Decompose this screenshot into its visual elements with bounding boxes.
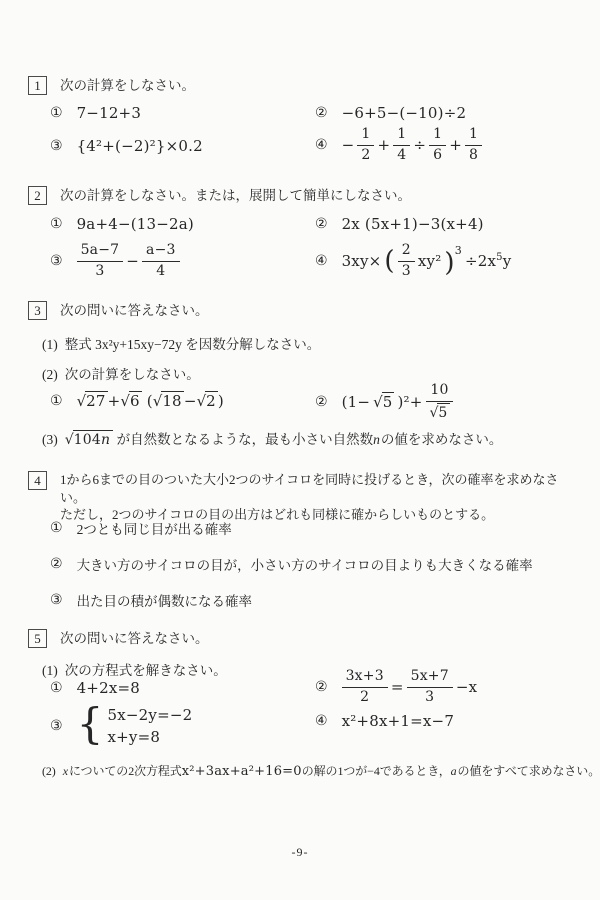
- expression-middle: )²+: [397, 393, 423, 411]
- fraction-denominator: 6: [433, 146, 443, 163]
- radicand: 27: [86, 392, 106, 410]
- problem-4-header: [28, 471, 578, 524]
- minus-sign: −: [126, 252, 140, 270]
- square-root: [153, 392, 184, 410]
- minus-sign: −: [183, 392, 197, 410]
- square-root: [77, 392, 108, 410]
- suffix-text: y: [502, 252, 512, 270]
- open-paren: (: [146, 392, 153, 410]
- divide-sign: ÷: [413, 136, 427, 154]
- p5-question-2: [42, 762, 600, 779]
- problem-5-title: 次の問いに答えなさい。: [60, 631, 209, 646]
- problem-3-number-box: 3: [28, 301, 47, 320]
- square-root: [65, 432, 113, 448]
- fraction-numerator: 1: [393, 126, 410, 146]
- math-expression: −6+5−(−10)÷2: [341, 104, 467, 122]
- equals-sign: =: [390, 678, 404, 696]
- math-expression: 3xy× ( $\frac{2}{3}$ xy² )$^3$ $\div 2x^5y$: [341, 242, 512, 279]
- math-expression: 4+2x=8: [76, 679, 140, 697]
- radical-sign: √: [429, 404, 439, 421]
- circled-number-badge: ②: [50, 556, 63, 572]
- p3-question-2: [42, 363, 200, 383]
- radical-sign: √: [196, 392, 207, 410]
- minus-sign: −: [341, 136, 355, 154]
- circled-number-badge: ②: [315, 679, 328, 695]
- fraction-numerator: 10: [426, 382, 452, 402]
- question-text-part: が自然数となるような，最も小さい自然数: [113, 432, 374, 447]
- math-expression: x²+8x+1=x−7: [341, 712, 455, 730]
- variable-x: x: [62, 764, 68, 778]
- item-text: 出た目の積が偶数になる確率: [76, 594, 253, 609]
- circled-number-badge: ②: [315, 105, 328, 121]
- question-text-part: の値をすべて求めなさい。: [457, 764, 600, 778]
- suffix-text: ÷2x: [464, 252, 497, 270]
- radicand: 2: [206, 392, 216, 410]
- circled-number-badge: ②: [315, 216, 328, 232]
- circled-number-badge: ①: [50, 520, 63, 536]
- problem-2-title: 次の計算をしなさい。または，展開して簡単にしなさい。: [60, 188, 411, 203]
- circled-number-badge: ④: [315, 713, 328, 729]
- equation-2: x+y=8: [107, 728, 161, 746]
- fraction-numerator: 2: [398, 242, 415, 262]
- fraction-numerator: 3x+3: [342, 668, 388, 688]
- fraction-denominator: 3: [425, 688, 435, 705]
- question-label: (1): [42, 663, 58, 678]
- p5-item-3: [50, 699, 193, 749]
- math-expression: [77, 391, 224, 410]
- circled-number-badge: ①: [50, 392, 63, 409]
- p4-item-2: [50, 554, 533, 574]
- fraction: [426, 382, 454, 422]
- fraction-numerator: 5a−7: [77, 242, 124, 262]
- math-expression: [342, 668, 478, 706]
- fraction: [393, 126, 410, 164]
- page-number: -9-: [291, 845, 309, 859]
- radical-sign: √: [64, 432, 74, 448]
- circled-number-badge: ④: [315, 137, 328, 153]
- problem-4-statement: [60, 471, 578, 524]
- problem-2-header: [28, 186, 411, 205]
- radical-sign: √: [152, 392, 163, 410]
- question-text-part: の解の1つが−4であるとき，: [301, 764, 451, 778]
- p3-q2-item-1: [50, 391, 224, 410]
- problem-4-number-box: 4: [28, 471, 47, 490]
- fraction-numerator: 1: [465, 126, 482, 146]
- radicand: [73, 430, 114, 448]
- math-expression: [77, 242, 180, 280]
- radicand: 6: [129, 392, 140, 410]
- p1-item-2: [315, 104, 466, 122]
- math-expression: 9a+4−(13−2a): [76, 215, 194, 233]
- square-root: [430, 405, 450, 421]
- circled-number-badge: ③: [50, 718, 63, 734]
- math-expression: {4²+(−2)²}×0.2: [76, 137, 203, 155]
- inline-formula: x²+3ax+a²+16=0: [181, 764, 302, 779]
- problem-3-title: 次の問いに答えなさい。: [60, 303, 209, 318]
- fraction-numerator: 1: [357, 126, 374, 146]
- p1-item-3: [50, 137, 203, 155]
- problem-5-header: [28, 629, 209, 648]
- question-text-part: の値を求めなさい。: [380, 432, 503, 447]
- close-paren: ): [217, 392, 224, 410]
- radicand: 5: [438, 404, 448, 421]
- p2-item-1: [50, 215, 194, 233]
- circled-number-badge: ②: [315, 394, 328, 410]
- question-text: 次の方程式を解きなさい。: [64, 663, 227, 678]
- question-text: 次の計算をしなさい。: [64, 367, 200, 382]
- question-label: (2): [42, 367, 58, 382]
- radical-sign: √: [120, 392, 130, 410]
- problem-5-number-box: 5: [28, 629, 47, 648]
- problem-1-header: [28, 76, 195, 95]
- close-paren-group: [444, 244, 462, 278]
- radicand-variable: n: [101, 432, 111, 448]
- expression-suffix: [465, 252, 511, 270]
- question-text: [63, 762, 600, 779]
- p2-item-3: [50, 242, 180, 280]
- radicand: 18: [162, 392, 182, 410]
- variable-a: a: [450, 764, 457, 778]
- p5-item-2: [315, 668, 477, 706]
- p1-item-4: [315, 126, 482, 164]
- fraction: [407, 668, 453, 706]
- radicand: 5: [382, 393, 393, 412]
- p5-item-1: [50, 679, 140, 697]
- fraction-denominator: 4: [156, 262, 166, 279]
- fraction-denominator: 2: [361, 146, 371, 163]
- p4-item-1: [50, 518, 232, 538]
- system-brace: {: [76, 699, 104, 749]
- p2-item-2: [315, 215, 484, 233]
- variable-n: n: [373, 432, 380, 447]
- fraction-denominator: 4: [397, 146, 407, 163]
- p3-q2-item-2: [315, 382, 454, 422]
- p3-question-3: [42, 428, 502, 448]
- radicand-number: 104: [73, 432, 101, 448]
- system-equations: [107, 706, 192, 746]
- circled-number-badge: ①: [50, 216, 63, 232]
- question-text-part: についての2次方程式: [68, 764, 182, 778]
- fraction-denominator: [426, 402, 454, 423]
- exponent: 5: [496, 252, 503, 263]
- expression-prefix: (1−: [341, 393, 371, 411]
- expression-prefix: 3xy×: [341, 252, 382, 270]
- fraction: [429, 126, 446, 164]
- plus-sign: +: [449, 136, 463, 154]
- p5-item-4: [315, 712, 454, 730]
- circled-number-badge: ③: [50, 138, 63, 154]
- p1-item-1: [50, 104, 141, 122]
- circled-number-badge: ③: [50, 592, 63, 608]
- problem-1-title: 次の計算をしなさい。: [60, 78, 195, 93]
- fraction-numerator: 5x+7: [407, 668, 453, 688]
- circled-number-badge: ①: [50, 680, 63, 696]
- math-expression: [342, 126, 483, 164]
- fraction-denominator: 3: [95, 262, 105, 279]
- square-root: [120, 392, 141, 410]
- math-expression: 2x (5x+1)−3(x+4): [341, 215, 484, 233]
- radical-sign: √: [76, 392, 87, 410]
- problem-3-header: [28, 301, 209, 320]
- problem-1-number-box: 1: [28, 76, 47, 95]
- plus-sign: +: [377, 136, 391, 154]
- question-label: (1): [42, 337, 58, 352]
- fraction-numerator: a−3: [142, 242, 180, 262]
- fraction-denominator: 3: [401, 262, 411, 279]
- statement-line-2: ただし，2つのサイコロの目の出方はどれも同様に確からしいものとする。: [60, 507, 495, 522]
- inner-term: xy²: [417, 252, 442, 270]
- fraction-denominator: 8: [469, 146, 479, 163]
- question-text: 整式 3x²y+15xy−72y を因数分解しなさい。: [64, 337, 321, 352]
- statement-line-1: 1から6までの目のついた大小2つのサイコロを同時に投げるとき，次の確率を求めなさい。: [60, 472, 559, 505]
- circled-number-badge: ①: [50, 105, 63, 121]
- math-expression: 7−12+3: [76, 104, 142, 122]
- exponent: 3: [454, 244, 462, 257]
- p3-question-1: [42, 333, 320, 353]
- fraction: [142, 242, 180, 280]
- question-label: (3): [42, 432, 58, 447]
- fraction: [77, 242, 124, 280]
- plus-sign: +: [107, 392, 121, 410]
- square-root: [373, 392, 394, 411]
- close-paren: ): [444, 248, 455, 278]
- circled-number-badge: ④: [315, 253, 328, 269]
- item-text: 2つとも同じ目が出る確率: [76, 522, 232, 537]
- expression-tail: −x: [455, 678, 478, 696]
- fraction: [398, 242, 415, 280]
- math-expression: [342, 382, 454, 422]
- equation-1: 5x−2y=−2: [107, 706, 193, 724]
- fraction-denominator: 2: [360, 688, 370, 705]
- fraction: [465, 126, 482, 164]
- problem-2-number-box: 2: [28, 186, 47, 205]
- p2-item-4: [315, 242, 511, 280]
- radical-sign: √: [373, 393, 383, 412]
- item-text: 大きい方のサイコロの目が，小さい方のサイコロの目よりも大きくなる確率: [76, 558, 533, 573]
- square-root: [197, 392, 218, 410]
- p5-question-1: [42, 659, 227, 679]
- fraction-numerator: 1: [429, 126, 446, 146]
- question-text: [65, 428, 503, 448]
- p4-item-3: [50, 590, 252, 610]
- fraction: [357, 126, 374, 164]
- question-label: (2): [42, 764, 56, 778]
- fraction: [342, 668, 388, 706]
- equation-system: [76, 699, 193, 749]
- circled-number-badge: ③: [50, 253, 63, 269]
